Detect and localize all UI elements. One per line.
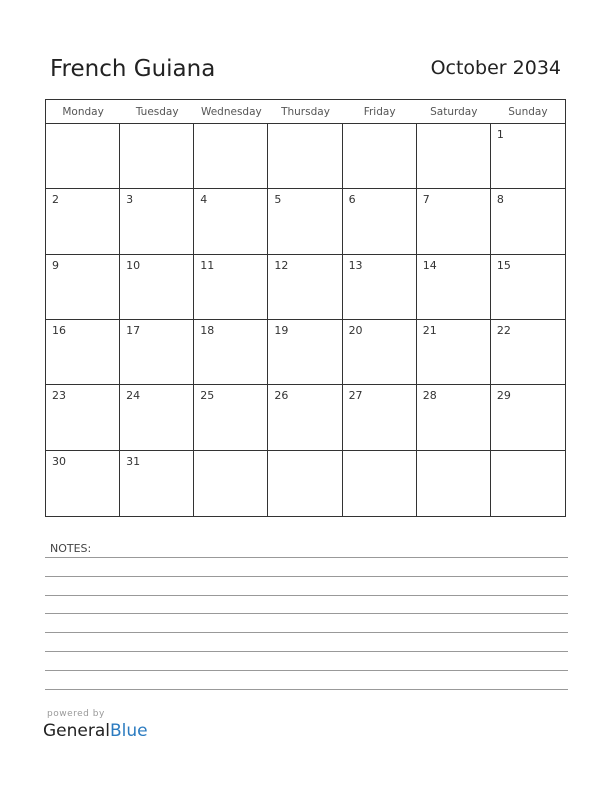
day-cell: [417, 451, 491, 516]
day-number: 28: [422, 389, 437, 403]
day-number: 30: [52, 454, 66, 468]
weekday-saturday: Saturday: [430, 106, 478, 118]
day-cell: [343, 124, 417, 188]
weekday-monday: Monday: [62, 106, 104, 118]
day-number: 5: [274, 193, 282, 207]
note-line: [45, 689, 568, 690]
day-number: 12: [274, 258, 289, 272]
day-cell: [491, 124, 565, 188]
day-cell: [417, 320, 491, 384]
week-row: [46, 320, 565, 385]
note-line: [45, 670, 568, 671]
day-cell: [46, 451, 120, 516]
day-number: 3: [126, 193, 134, 207]
day-cell: [46, 320, 120, 384]
weekday-thursday: Thursday: [281, 106, 330, 118]
powered-by-label: powered by: [47, 709, 105, 719]
brand-general: General: [43, 721, 110, 741]
day-number: 27: [348, 389, 363, 403]
day-cell: [268, 451, 342, 516]
day-number: 16: [52, 324, 66, 337]
day-cell: [417, 255, 491, 319]
day-cell: [194, 385, 268, 449]
note-line: [45, 632, 568, 633]
day-cell: [46, 255, 120, 319]
day-cell: [417, 189, 491, 253]
weekday-header-row: [46, 100, 565, 124]
weekday-tuesday: Tuesday: [135, 106, 179, 118]
day-cell: [194, 124, 268, 188]
day-cell: [194, 320, 268, 384]
day-number: 4: [200, 193, 208, 207]
day-number: 25: [200, 389, 215, 403]
day-cell: [120, 451, 194, 516]
note-line: [45, 557, 568, 558]
day-number: 9: [52, 258, 59, 272]
day-cell: [491, 451, 565, 516]
day-number: 21: [422, 324, 437, 337]
day-cell: [268, 189, 342, 253]
day-cell: [120, 124, 194, 188]
day-number: 11: [200, 258, 215, 272]
day-cell: [268, 385, 342, 449]
day-number: 6: [348, 193, 356, 207]
day-number: 2: [52, 193, 59, 207]
day-number: 29: [496, 389, 511, 403]
day-cell: [343, 385, 417, 449]
calendar-grid: [45, 99, 566, 517]
day-cell: [268, 124, 342, 188]
week-row: [46, 189, 565, 254]
day-number: 15: [496, 258, 511, 272]
week-row: [46, 124, 565, 189]
day-cell: [46, 385, 120, 449]
day-number: 18: [200, 324, 215, 337]
day-cell: [46, 124, 120, 188]
day-number: 13: [348, 258, 363, 272]
day-cell: [343, 320, 417, 384]
page-title: French Guiana: [50, 56, 216, 82]
day-number: 22: [496, 324, 511, 337]
day-cell: [194, 189, 268, 253]
weekday-wednesday: Wednesday: [200, 106, 262, 118]
day-number: 24: [126, 389, 141, 403]
day-cell: [120, 189, 194, 253]
day-cell: [417, 385, 491, 449]
day-number: 8: [496, 193, 504, 207]
week-row: [46, 451, 565, 516]
day-number: 14: [422, 258, 437, 272]
day-cell: [120, 255, 194, 319]
day-cell: [343, 451, 417, 516]
day-cell: [194, 255, 268, 319]
day-number: 7: [422, 193, 430, 207]
weekday-sunday: Sunday: [508, 106, 548, 118]
weeks-container: [46, 124, 565, 516]
day-number: 19: [274, 324, 289, 337]
day-cell: [268, 255, 342, 319]
day-cell: [343, 189, 417, 253]
note-line: [45, 576, 568, 577]
day-cell: [491, 320, 565, 384]
day-number: 10: [126, 258, 141, 272]
day-number: 26: [274, 389, 289, 403]
note-line: [45, 613, 568, 614]
day-number: 31: [126, 454, 141, 468]
notes-label: NOTES:: [50, 542, 92, 555]
note-line: [45, 595, 568, 596]
day-cell: [120, 385, 194, 449]
day-number: 17: [126, 324, 141, 337]
day-cell: [491, 255, 565, 319]
day-number: 1: [496, 128, 504, 141]
week-row: [46, 255, 565, 320]
day-cell: [46, 189, 120, 253]
month-year-label: October 2034: [430, 57, 561, 79]
day-cell: [120, 320, 194, 384]
week-row: [46, 385, 565, 450]
brand-blue: Blue: [110, 721, 148, 741]
day-number: 23: [52, 389, 66, 403]
day-cell: [194, 451, 268, 516]
day-cell: [268, 320, 342, 384]
note-line: [45, 651, 568, 652]
day-cell: [417, 124, 491, 188]
day-cell: [343, 255, 417, 319]
weekday-friday: Friday: [363, 106, 396, 118]
day-cell: [491, 385, 565, 449]
day-cell: [491, 189, 565, 253]
day-number: 20: [348, 324, 363, 337]
brand-logo: [43, 721, 148, 741]
